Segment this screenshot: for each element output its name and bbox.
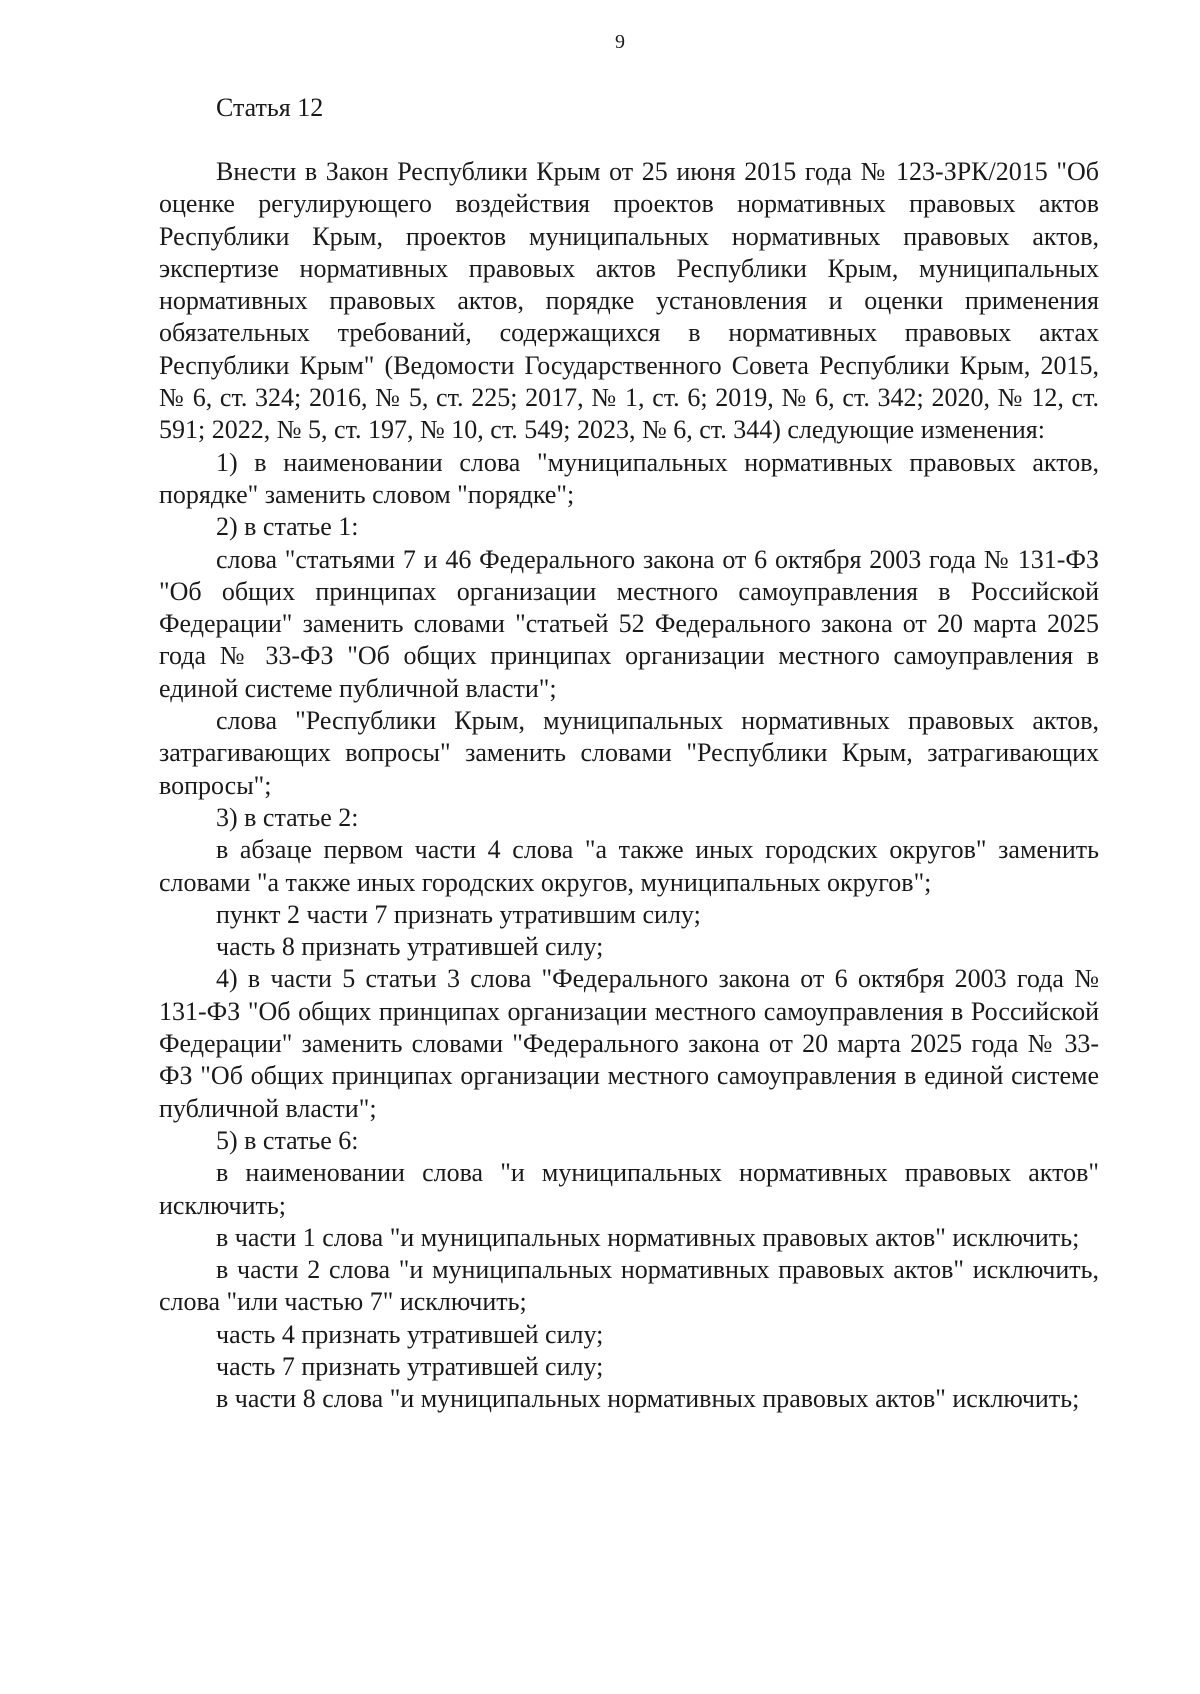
paragraph: Внести в Закон Республики Крым от 25 июня 2015 года № 123-ЗРК/2015 "Об оценке регулирующего воздействия проектов нормативных правовых актов Республики Крым, проектов муниципальных нормативных правовых актов, экспертизе нормативных правовых актов Республики Крым, муниципальных нормативных правовых актов, порядке установления и оценки применения обязательных требований, содержащихся в нормативных правовых актах Республики Крым" (Ведомости Государственного Совета Республики Крым, 2015, № 6, ст. 324; 2016, № 5, ст. 225; 2017, № 1, ст. 6; 2019, № 6, ст. 342; 2020, № 12, ст. 591; 2022, № 5, ст. 197, № 10, ст. 549; 2023, № 6, ст. 344) следующие изменения: bbox=[159, 157, 1099, 445]
paragraph: 3) в статье 2: bbox=[216, 802, 359, 832]
paragraph: слова "статьями 7 и 46 Федерального закона от 6 октября 2003 года № 131-ФЗ "Об общих принципах организации местного самоуправления в Российской Федерации" заменить словами "статьей 52 Федерального закона от 20 марта 2025 года № 33-ФЗ "Об общих принципах организации местного самоуправления в единой системе публичной власти"; bbox=[159, 544, 1099, 703]
paragraph: часть 8 признать утратившей силу; bbox=[216, 932, 604, 962]
paragraph: в абзаце первом части 4 слова "а также иных городских округов" заменить словами "а также иных городских округов, муниципальных округов"; bbox=[159, 835, 1099, 897]
paragraph: в наименовании слова "и муниципальных нормативных правовых актов" исключить; bbox=[159, 1158, 1099, 1220]
paragraph: в части 8 слова "и муниципальных нормативных правовых актов" исключить; bbox=[216, 1384, 1080, 1414]
paragraph: 2) в статье 1: bbox=[216, 512, 359, 542]
paragraph: 5) в статье 6: bbox=[216, 1125, 359, 1155]
paragraph: пункт 2 части 7 признать утратившим силу; bbox=[216, 899, 701, 929]
paragraph: 1) в наименовании слова "муниципальных нормативных правовых актов, порядке" заменить словом "порядке"; bbox=[159, 447, 1099, 509]
page-number: 9 bbox=[615, 31, 625, 53]
article-title: Статья 12 bbox=[216, 93, 324, 122]
article-body bbox=[159, 156, 1099, 1416]
paragraph: слова "Республики Крым, муниципальных нормативных правовых актов, затрагивающих вопросы" заменить словами "Республики Крым, затрагивающих вопросы"; bbox=[159, 706, 1099, 800]
paragraph: 4) в части 5 статьи 3 слова "Федерального закона от 6 октября 2003 года № 131-ФЗ "Об общих принципах организации местного самоуправления в Российской Федерации" заменить словами "Федерального закона от 20 марта 2025 года № 33-ФЗ "Об общих принципах организации местного самоуправления в единой системе публичной власти"; bbox=[159, 964, 1099, 1123]
paragraph: в части 1 слова "и муниципальных нормативных правовых актов" исключить; bbox=[216, 1222, 1080, 1252]
paragraph: часть 4 признать утратившей силу; bbox=[216, 1319, 604, 1349]
paragraph: в части 2 слова "и муниципальных нормативных правовых актов" исключить, слова "или частью 7" исключить; bbox=[159, 1255, 1099, 1317]
paragraph: часть 7 признать утратившей силу; bbox=[216, 1351, 604, 1381]
